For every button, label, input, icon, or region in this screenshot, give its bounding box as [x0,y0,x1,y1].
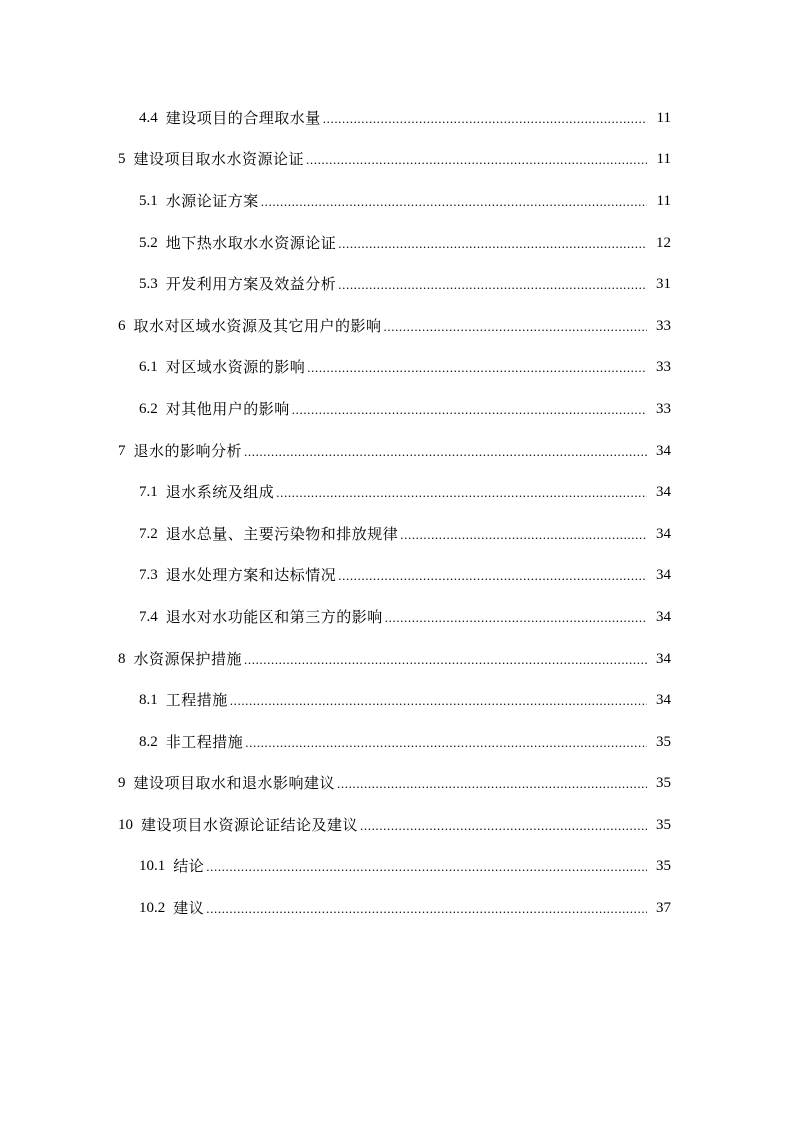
toc-entry-title: 水资源保护措施 [133,649,243,668]
toc-entry-page: 11 [656,192,671,209]
toc-entry-title: 退水处理方案和达标情况 [165,566,337,585]
dot-leader [244,442,647,462]
toc-entry-page: 33 [656,400,671,417]
toc-entry-page: 12 [656,234,671,251]
toc-entry-page: 34 [656,608,671,625]
toc-entry-5-3[interactable] [0,263,794,305]
toc-entry-page: 33 [656,359,671,376]
toc-entry-title: 地下热水取水水资源论证 [165,233,337,252]
toc-entry-page: 34 [656,650,671,667]
toc-entry-page: 33 [656,317,671,334]
toc-entry-page: 34 [656,567,671,584]
toc-entry-title: 对区域水资源的影响 [165,358,306,377]
dot-leader [307,358,647,378]
toc-entry-page: 34 [656,442,671,459]
dot-leader [385,608,647,628]
toc-entry-10-2[interactable] [0,887,794,929]
toc-entry-7[interactable] [0,430,794,472]
toc-entry-page: 34 [656,525,671,542]
dot-leader [323,109,647,129]
toc-entry-number: 7.4 [139,608,158,625]
toc-entry-page: 34 [656,692,671,709]
toc-entry-10-1[interactable] [0,846,794,888]
toc-entry-6-2[interactable] [0,388,794,430]
toc-entry-5-2[interactable] [0,222,794,264]
toc-entry-5[interactable] [0,139,794,181]
toc-entry-number: 9 [118,775,126,792]
toc-entry-title: 建议 [173,899,205,918]
toc-entry-number: 6.1 [139,359,158,376]
dot-leader [261,192,647,212]
toc-entry-number: 7.1 [139,484,158,501]
dot-leader [360,816,647,836]
toc-entry-4-4[interactable] [0,97,794,139]
toc-entry-number: 6 [118,317,126,334]
toc-entry-number: 5.1 [139,192,158,209]
toc-entry-number: 6.2 [139,400,158,417]
toc-entry-7-3[interactable] [0,555,794,597]
toc-entry-number: 4.4 [139,109,158,126]
toc-entry-page: 11 [656,109,671,126]
table-of-contents [0,97,794,929]
toc-entry-number: 10 [118,816,133,833]
toc-entry-8[interactable] [0,638,794,680]
toc-entry-6[interactable] [0,305,794,347]
dot-leader [338,234,647,254]
toc-entry-7-1[interactable] [0,471,794,513]
toc-entry-number: 10.2 [139,900,166,917]
toc-entry-title: 退水对水功能区和第三方的影响 [165,607,383,626]
toc-entry-page: 35 [656,775,671,792]
toc-entry-title: 结论 [173,857,205,876]
toc-entry-page: 35 [656,733,671,750]
dot-leader [276,483,647,503]
toc-entry-number: 7.2 [139,525,158,542]
toc-entry-title: 退水系统及组成 [165,483,275,502]
toc-entry-title: 建设项目的合理取水量 [165,108,321,127]
toc-entry-number: 8.2 [139,733,158,750]
dot-leader [206,857,647,877]
dot-leader [230,691,647,711]
toc-entry-title: 建设项目水资源论证结论及建议 [141,815,359,834]
toc-entry-number: 7 [118,442,126,459]
toc-entry-7-4[interactable] [0,596,794,638]
dot-leader [338,566,647,586]
toc-entry-title: 工程措施 [165,691,228,710]
toc-entry-page: 35 [656,858,671,875]
toc-entry-number: 5 [118,151,126,168]
toc-entry-number: 5.3 [139,276,158,293]
toc-entry-number: 8 [118,650,126,667]
toc-entry-page: 11 [656,151,671,168]
toc-entry-number: 10.1 [139,858,166,875]
toc-entry-6-1[interactable] [0,347,794,389]
toc-entry-8-1[interactable] [0,679,794,721]
toc-entry-title: 对其他用户的影响 [165,399,290,418]
dot-leader [338,275,647,295]
toc-entry-title: 建设项目取水和退水影响建议 [133,774,336,793]
toc-entry-title: 建设项目取水水资源论证 [133,150,305,169]
dot-leader [306,150,647,170]
toc-entry-8-2[interactable] [0,721,794,763]
toc-entry-title: 退水总量、主要污染物和排放规律 [165,524,399,543]
dot-leader [400,525,647,545]
toc-entry-title: 非工程措施 [165,732,244,751]
toc-entry-title: 退水的影响分析 [133,441,243,460]
toc-entry-5-1[interactable] [0,180,794,222]
toc-entry-9[interactable] [0,763,794,805]
toc-entry-title: 水源论证方案 [165,191,259,210]
toc-entry-number: 8.1 [139,692,158,709]
toc-entry-page: 37 [656,900,671,917]
dot-leader [384,317,647,337]
dot-leader [292,400,647,420]
dot-leader [245,733,647,753]
toc-entry-title: 取水对区域水资源及其它用户的影响 [133,316,382,335]
toc-entry-page: 34 [656,484,671,501]
toc-entry-number: 7.3 [139,567,158,584]
dot-leader [244,650,647,670]
toc-entry-10[interactable] [0,804,794,846]
dot-leader [337,774,647,794]
toc-entry-page: 31 [656,276,671,293]
dot-leader [206,899,647,919]
toc-entry-7-2[interactable] [0,513,794,555]
toc-entry-title: 开发利用方案及效益分析 [165,275,337,294]
toc-entry-number: 5.2 [139,234,158,251]
toc-entry-page: 35 [656,816,671,833]
